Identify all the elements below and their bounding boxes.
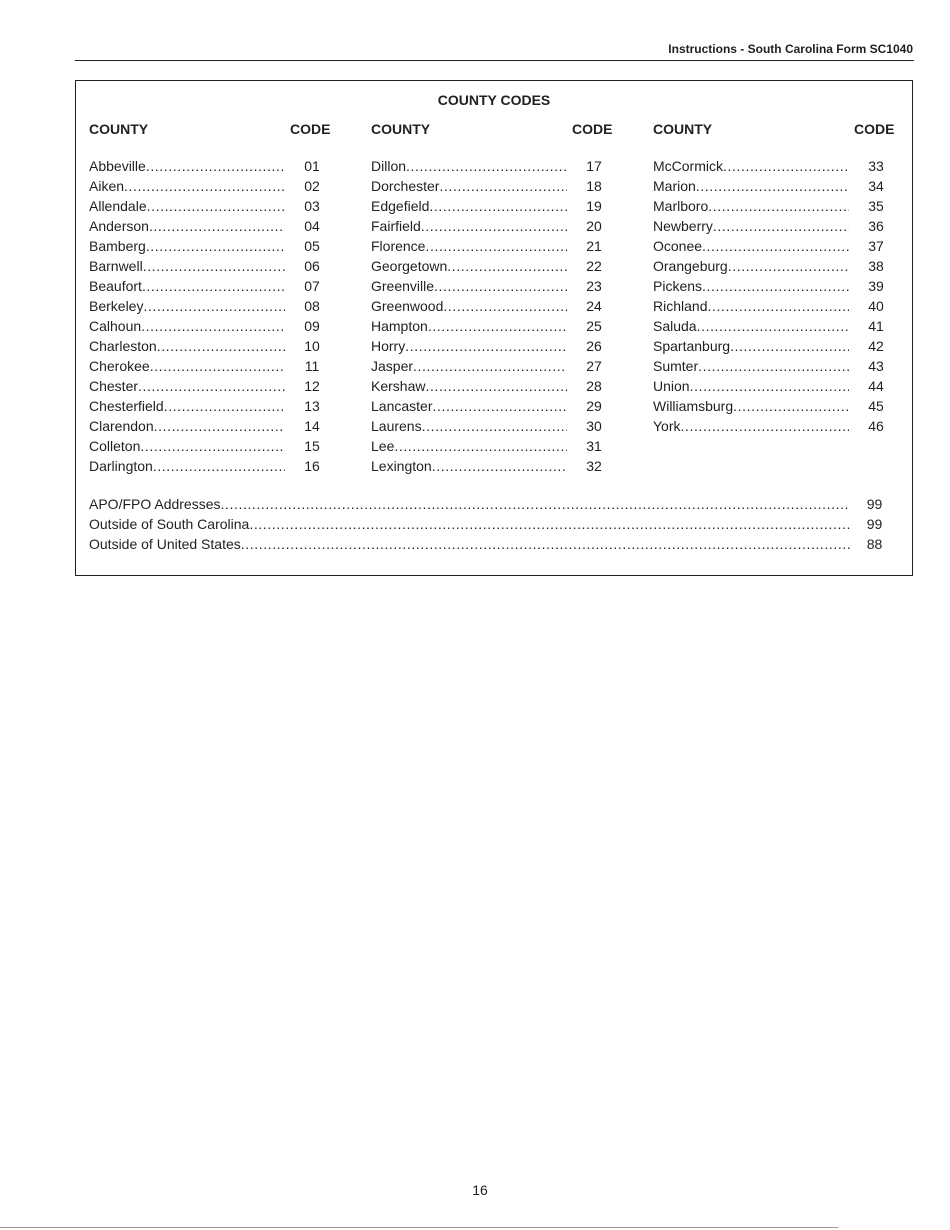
county-code: 43 <box>868 358 884 374</box>
dot-leader <box>413 356 567 376</box>
county-column-3 <box>653 156 903 436</box>
county-name: Horry <box>371 338 406 354</box>
county-row <box>89 176 339 196</box>
county-name: Fairfield <box>371 218 421 234</box>
dot-leader <box>249 514 850 534</box>
county-name-cell <box>371 336 567 356</box>
county-code: 41 <box>868 318 884 334</box>
county-code: 32 <box>586 458 602 474</box>
county-row <box>89 396 339 416</box>
county-row <box>89 336 339 356</box>
county-code: 04 <box>304 218 320 234</box>
county-code: 14 <box>304 418 320 434</box>
county-name-cell <box>89 176 285 196</box>
county-name-cell <box>89 276 285 296</box>
county-code: 30 <box>586 418 602 434</box>
dot-leader <box>142 276 285 296</box>
county-code: 36 <box>868 218 884 234</box>
county-code: 28 <box>586 378 602 394</box>
county-row <box>371 196 621 216</box>
dot-leader <box>432 396 567 416</box>
county-name-cell <box>371 256 567 276</box>
county-code: 44 <box>868 378 884 394</box>
county-name-cell <box>653 336 849 356</box>
county-name: Charleston <box>89 338 157 354</box>
county-name: Allendale <box>89 198 147 214</box>
county-name-cell <box>653 176 849 196</box>
dot-leader <box>157 336 285 356</box>
county-name: Orangeburg <box>653 258 728 274</box>
county-row <box>371 436 621 456</box>
special-name: Outside of South Carolina <box>89 516 250 532</box>
county-name-cell <box>653 416 849 436</box>
dot-leader <box>154 416 285 436</box>
dot-leader <box>429 196 567 216</box>
county-code: 46 <box>868 418 884 434</box>
dot-leader <box>730 336 849 356</box>
county-column-2 <box>371 156 621 476</box>
county-name: Barnwell <box>89 258 143 274</box>
county-row <box>371 276 621 296</box>
county-name: Lancaster <box>371 398 433 414</box>
county-name: Georgetown <box>371 258 448 274</box>
county-name-cell <box>89 216 285 236</box>
county-code: 20 <box>586 218 602 234</box>
county-code: 25 <box>586 318 602 334</box>
county-name-cell <box>89 156 285 176</box>
county-name-cell <box>89 456 285 476</box>
county-name: Hampton <box>371 318 428 334</box>
dot-leader <box>733 396 849 416</box>
column-header-county-2: COUNTY <box>371 121 431 137</box>
document-header-title: Instructions - South Carolina Form SC1040 <box>668 42 913 56</box>
county-name-cell <box>371 416 567 436</box>
county-code: 34 <box>868 178 884 194</box>
county-name: Abbeville <box>89 158 146 174</box>
county-code: 03 <box>304 198 320 214</box>
county-name: Dillon <box>371 158 407 174</box>
county-name: Union <box>653 378 690 394</box>
county-name-cell <box>653 196 849 216</box>
county-row <box>371 156 621 176</box>
county-name: York <box>653 418 681 434</box>
county-name: Dorchester <box>371 178 440 194</box>
county-name-cell <box>89 416 285 436</box>
special-name-cell <box>89 534 850 554</box>
dot-leader <box>696 176 849 196</box>
county-name-cell <box>653 316 849 336</box>
county-code: 42 <box>868 338 884 354</box>
county-name-cell <box>371 156 567 176</box>
dot-leader <box>147 196 285 216</box>
county-name: McCormick <box>653 158 723 174</box>
county-row <box>89 436 339 456</box>
county-row <box>653 176 903 196</box>
county-code: 10 <box>304 338 320 354</box>
county-name-cell <box>89 436 285 456</box>
county-row <box>653 396 903 416</box>
county-name: Florence <box>371 238 426 254</box>
county-row <box>371 316 621 336</box>
dot-leader <box>707 296 849 316</box>
county-row <box>653 316 903 336</box>
dot-leader <box>723 156 849 176</box>
county-name: Lexington <box>371 458 432 474</box>
county-name: Greenwood <box>371 298 444 314</box>
county-code: 09 <box>304 318 320 334</box>
county-row <box>89 356 339 376</box>
county-code: 37 <box>868 238 884 254</box>
county-name: Sumter <box>653 358 699 374</box>
county-row <box>89 256 339 276</box>
county-name: Berkeley <box>89 298 144 314</box>
county-name-cell <box>89 356 285 376</box>
dot-leader <box>728 256 849 276</box>
county-name: Spartanburg <box>653 338 731 354</box>
county-row <box>653 376 903 396</box>
county-code: 24 <box>586 298 602 314</box>
county-code: 45 <box>868 398 884 414</box>
dot-leader <box>406 156 567 176</box>
county-code: 40 <box>868 298 884 314</box>
county-row <box>371 176 621 196</box>
county-name: Clarendon <box>89 418 154 434</box>
county-code: 38 <box>868 258 884 274</box>
county-name: Colleton <box>89 438 141 454</box>
county-row <box>371 356 621 376</box>
county-code: 18 <box>586 178 602 194</box>
county-code: 07 <box>304 278 320 294</box>
county-code: 12 <box>304 378 320 394</box>
dot-leader <box>150 356 285 376</box>
county-name-cell <box>653 356 849 376</box>
special-name-cell <box>89 514 850 534</box>
dot-leader <box>221 494 851 514</box>
county-code: 19 <box>586 198 602 214</box>
county-row <box>371 296 621 316</box>
county-name-cell <box>653 296 849 316</box>
special-code: 99 <box>866 496 883 512</box>
county-name-cell <box>89 196 285 216</box>
county-code: 35 <box>868 198 884 214</box>
county-code: 31 <box>586 438 602 454</box>
dot-leader <box>428 316 567 336</box>
county-row <box>89 196 339 216</box>
county-name-cell <box>371 236 567 256</box>
special-code: 88 <box>866 536 883 552</box>
county-row <box>89 376 339 396</box>
county-row <box>653 216 903 236</box>
special-code-row <box>89 494 899 514</box>
special-name: Outside of United States <box>89 536 241 552</box>
dot-leader <box>394 436 567 456</box>
county-name: Jasper <box>371 358 414 374</box>
county-row <box>653 276 903 296</box>
county-name-cell <box>89 376 285 396</box>
county-row <box>371 376 621 396</box>
county-row <box>89 276 339 296</box>
county-row <box>89 456 339 476</box>
county-name-cell <box>89 256 285 276</box>
county-code: 27 <box>586 358 602 374</box>
county-code: 02 <box>304 178 320 194</box>
dot-leader <box>439 176 567 196</box>
county-row <box>653 356 903 376</box>
county-name-cell <box>371 396 567 416</box>
county-name: Calhoun <box>89 318 142 334</box>
dot-leader <box>421 216 567 236</box>
county-name: Laurens <box>371 418 422 434</box>
county-row <box>371 456 621 476</box>
special-name-cell <box>89 494 850 514</box>
county-row <box>653 296 903 316</box>
county-name-cell <box>653 256 849 276</box>
county-name: Newberry <box>653 218 713 234</box>
dot-leader <box>697 316 849 336</box>
county-code: 08 <box>304 298 320 314</box>
county-code: 15 <box>304 438 320 454</box>
county-name-cell <box>371 196 567 216</box>
dot-leader <box>164 396 285 416</box>
county-name: Chesterfield <box>89 398 164 414</box>
county-name: Greenville <box>371 278 435 294</box>
dot-leader <box>140 436 285 456</box>
county-row <box>371 236 621 256</box>
dot-leader <box>708 196 849 216</box>
county-row <box>371 216 621 236</box>
special-code: 99 <box>866 516 883 532</box>
county-code: 01 <box>304 158 320 174</box>
county-name-cell <box>371 276 567 296</box>
county-row <box>653 236 903 256</box>
county-row <box>89 416 339 436</box>
county-name: Saluda <box>653 318 697 334</box>
county-code: 22 <box>586 258 602 274</box>
county-row <box>89 316 339 336</box>
county-code: 26 <box>586 338 602 354</box>
dot-leader <box>425 236 567 256</box>
county-name-cell <box>89 296 285 316</box>
county-name: Darlington <box>89 458 153 474</box>
county-code: 29 <box>586 398 602 414</box>
county-name-cell <box>371 456 567 476</box>
county-row <box>653 336 903 356</box>
header-divider <box>75 60 914 61</box>
dot-leader <box>425 376 567 396</box>
county-name-cell <box>371 216 567 236</box>
county-name-cell <box>89 316 285 336</box>
page-number: 16 <box>472 1182 488 1198</box>
special-code-row <box>89 534 899 554</box>
county-name: Cherokee <box>89 358 150 374</box>
county-code: 16 <box>304 458 320 474</box>
dot-leader <box>713 216 849 236</box>
dot-leader <box>434 276 567 296</box>
county-row <box>653 256 903 276</box>
column-header-county-1: COUNTY <box>89 121 149 137</box>
county-codes-table <box>75 80 913 576</box>
county-name: Lee <box>371 438 395 454</box>
county-code: 33 <box>868 158 884 174</box>
county-row <box>89 216 339 236</box>
county-name-cell <box>89 236 285 256</box>
county-name: Marlboro <box>653 198 709 214</box>
county-name: Kershaw <box>371 378 426 394</box>
dot-leader <box>443 296 567 316</box>
county-name: Edgefield <box>371 198 430 214</box>
column-header-code-1: CODE <box>290 121 331 137</box>
dot-leader <box>690 376 849 396</box>
county-name-cell <box>653 376 849 396</box>
dot-leader <box>146 156 285 176</box>
county-name: Anderson <box>89 218 149 234</box>
county-name: Chester <box>89 378 139 394</box>
table-title: COUNTY CODES <box>437 92 551 108</box>
county-code: 11 <box>304 358 320 374</box>
special-code-row <box>89 514 899 534</box>
county-name-cell <box>89 396 285 416</box>
county-row <box>89 156 339 176</box>
county-code: 17 <box>586 158 602 174</box>
column-header-county-3: COUNTY <box>653 121 713 137</box>
county-name: Marion <box>653 178 696 194</box>
county-name: Oconee <box>653 238 703 254</box>
county-row <box>89 236 339 256</box>
county-name-cell <box>371 296 567 316</box>
county-row <box>653 196 903 216</box>
county-name: Bamberg <box>89 238 146 254</box>
column-header-code-3: CODE <box>854 121 895 137</box>
dot-leader <box>702 276 849 296</box>
dot-leader <box>149 216 285 236</box>
county-name-cell <box>371 316 567 336</box>
county-name-cell <box>653 236 849 256</box>
dot-leader <box>698 356 849 376</box>
special-name: APO/FPO Addresses <box>89 496 221 512</box>
special-codes-list <box>89 494 899 554</box>
county-row <box>371 336 621 356</box>
county-name-cell <box>653 276 849 296</box>
county-name-cell <box>653 396 849 416</box>
county-code: 06 <box>304 258 320 274</box>
county-row <box>653 416 903 436</box>
dot-leader <box>432 456 567 476</box>
county-name: Williamsburg <box>653 398 734 414</box>
dot-leader <box>138 376 285 396</box>
county-name-cell <box>371 376 567 396</box>
column-header-code-2: CODE <box>572 121 613 137</box>
county-name-cell <box>89 336 285 356</box>
county-column-1 <box>89 156 339 476</box>
county-row <box>653 156 903 176</box>
county-name-cell <box>371 176 567 196</box>
county-name-cell <box>653 216 849 236</box>
county-row <box>371 416 621 436</box>
county-code: 05 <box>304 238 320 254</box>
footer-divider <box>0 1227 838 1228</box>
county-name: Pickens <box>653 278 703 294</box>
county-code: 23 <box>586 278 602 294</box>
county-code: 21 <box>586 238 602 254</box>
dot-leader <box>422 416 567 436</box>
county-name: Richland <box>653 298 708 314</box>
dot-leader <box>146 236 285 256</box>
county-row <box>89 296 339 316</box>
county-name-cell <box>371 436 567 456</box>
county-code: 13 <box>304 398 320 414</box>
county-name-cell <box>371 356 567 376</box>
county-name: Beaufort <box>89 278 142 294</box>
dot-leader <box>143 296 285 316</box>
dot-leader <box>681 416 849 436</box>
county-row <box>371 396 621 416</box>
dot-leader <box>153 456 285 476</box>
dot-leader <box>241 534 850 554</box>
dot-leader <box>702 236 849 256</box>
county-name: Aiken <box>89 178 125 194</box>
dot-leader <box>141 316 285 336</box>
dot-leader <box>124 176 285 196</box>
dot-leader <box>405 336 567 356</box>
county-name-cell <box>653 156 849 176</box>
county-row <box>371 256 621 276</box>
county-code: 39 <box>868 278 884 294</box>
dot-leader <box>447 256 567 276</box>
dot-leader <box>143 256 285 276</box>
